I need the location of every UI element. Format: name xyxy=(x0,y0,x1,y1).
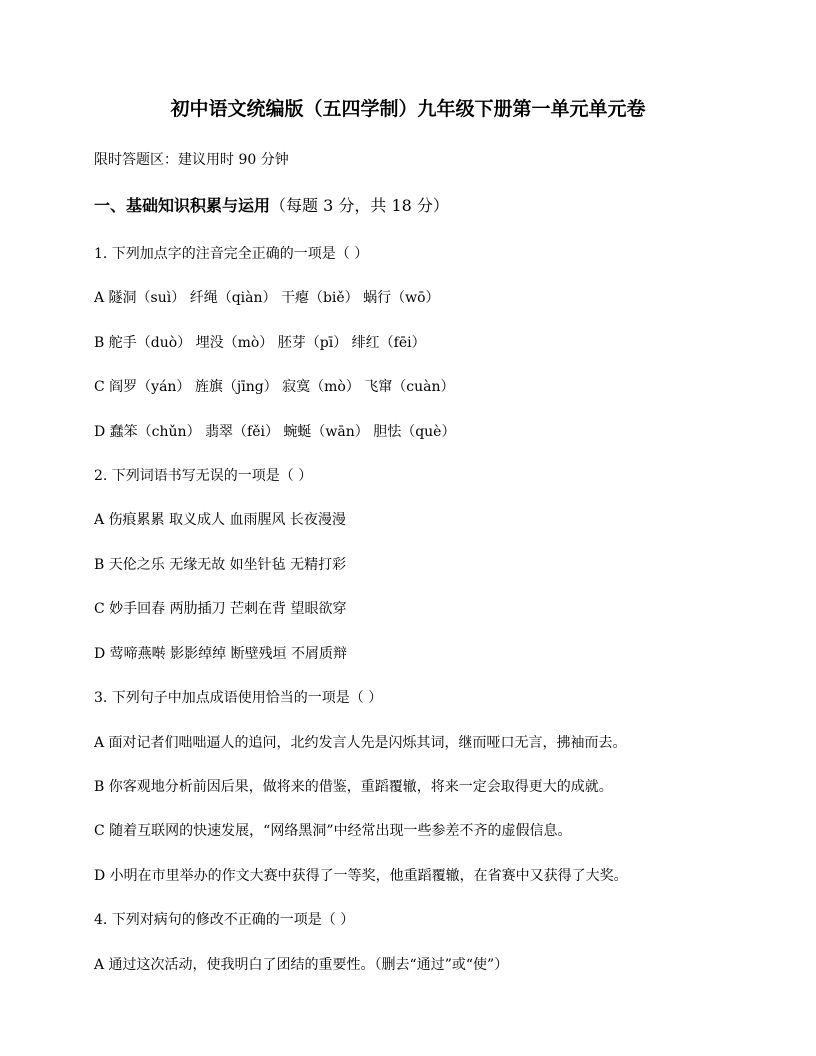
question-option: D 蠢笨（chǔn） 翡翠（fěi） 蜿蜒（wān） 胆怯（què） xyxy=(94,424,456,440)
question-option: C 妙手回春 两肋插刀 芒刺在背 望眼欲穿 xyxy=(94,601,347,617)
question-option: A 面对记者们咄咄逼人的追问，北约发言人先是闪烁其词，继而哑口无言，拂袖而去。 xyxy=(94,735,627,751)
section-score-note: （每题 3 分，共 18 分） xyxy=(270,196,449,215)
question-option: B 天伦之乐 无缘无故 如坐针毡 无精打彩 xyxy=(94,557,347,573)
question-option: D 小明在市里举办的作文大赛中获得了一等奖，他重蹈覆辙，在省赛中又获得了大奖。 xyxy=(94,868,628,884)
question-option: C 随着互联网的快速发展，“网络黑洞”中经常出现一些参差不齐的虚假信息。 xyxy=(94,823,572,839)
document-title: 初中语文统编版（五四学制）九年级下册第一单元单元卷 xyxy=(170,98,646,120)
question-stem: 4. 下列对病句的修改不正确的一项是（ ） xyxy=(94,912,355,928)
section-title: 一、基础知识积累与运用 xyxy=(94,196,271,215)
question-option: C 阎罗（yán） 旌旗（jīng） 寂寞（mò） 飞窜（cuàn） xyxy=(94,379,455,395)
question-stem: 3. 下列句子中加点成语使用恰当的一项是（ ） xyxy=(94,690,383,706)
question-option: A 通过这次活动，使我明白了团结的重要性。（删去“通过”或“使”） xyxy=(94,957,509,973)
section-heading xyxy=(94,195,449,217)
question-option: B 舵手（duò） 埋没（mò） 胚芽（pī） 绯红（fēi） xyxy=(94,335,426,351)
time-limit-note: 限时答题区：建议用时 90 分钟 xyxy=(94,152,289,168)
question-option: D 莺啼燕啭 影影绰绰 断壁残垣 不屑质辩 xyxy=(94,646,348,662)
question-stem: 1. 下列加点字的注音完全正确的一项是（ ） xyxy=(94,246,369,262)
question-stem: 2. 下列词语书写无误的一项是（ ） xyxy=(94,468,313,484)
question-option: B 你客观地分析前因后果，做将来的借鉴，重蹈覆辙，将来一定会取得更大的成就。 xyxy=(94,779,613,795)
question-option: A 伤痕累累 取义成人 血雨腥风 长夜漫漫 xyxy=(94,512,346,528)
question-option: A 隧洞（suì） 纤绳（qiàn） 干瘪（biě） 蜗行（wō） xyxy=(94,290,440,306)
